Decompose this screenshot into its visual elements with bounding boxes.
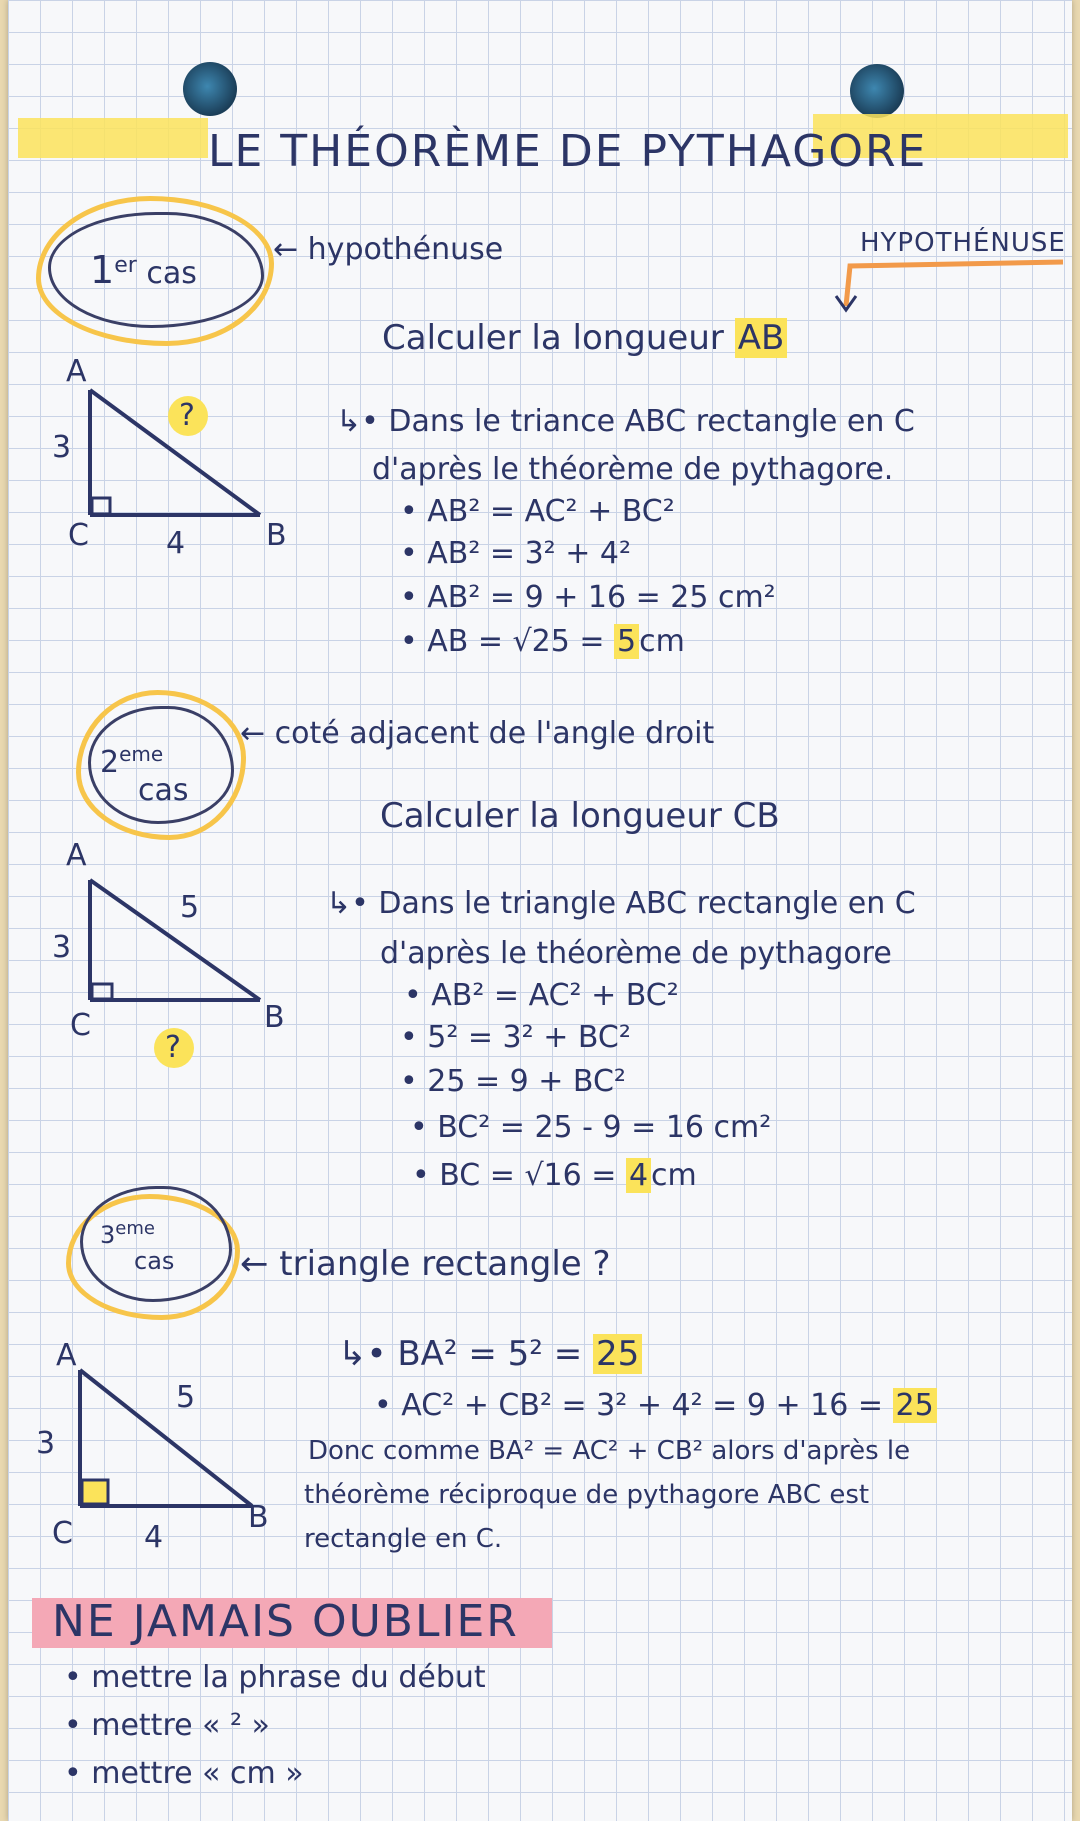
case1-label: 1er cas	[90, 248, 197, 292]
page-title: LE THÉORÈME DE PYTHAGORE	[208, 126, 928, 177]
case1-result: • AB = √25 = 5 cm	[400, 624, 685, 659]
case3-label: 3eme cas	[100, 1218, 175, 1275]
case2-intro2: d'après le théorème de pythagore	[380, 936, 892, 971]
case1-intro1: ↳• Dans le triance ABC rectangle en C	[336, 404, 915, 439]
case1-note: ← hypothénuse	[273, 232, 504, 267]
case2-unknown: ?	[165, 1030, 181, 1065]
case1-vertex-c: C	[68, 518, 89, 553]
case3-side-cb: 4	[144, 1520, 164, 1555]
case2-result: • BC = √16 = 4 cm	[412, 1158, 697, 1193]
case3-note: ← triangle rectangle ?	[240, 1244, 611, 1284]
case2-side-ac: 3	[52, 930, 72, 965]
case3-conclusion3: rectangle en C.	[304, 1524, 503, 1554]
title-highlight-left	[18, 118, 208, 158]
case2-heading: Calculer la longueur CB	[380, 796, 780, 836]
case2-label: 2eme cas	[100, 742, 189, 808]
case2-step4: • BC² = 25 - 9 = 16 cm²	[410, 1110, 772, 1145]
case1-step3: • AB² = 9 + 16 = 25 cm²	[400, 580, 776, 615]
reminder-title: NE JAMAIS OUBLIER	[52, 1596, 519, 1647]
case2-side-ab: 5	[180, 890, 200, 925]
case3-side-ac: 3	[36, 1426, 56, 1461]
case1-unknown: ?	[179, 398, 195, 433]
case2-intro1: ↳• Dans le triangle ABC rectangle en C	[326, 886, 916, 921]
case2-step3: • 25 = 9 + BC²	[400, 1064, 626, 1099]
case2-step2: • 5² = 3² + BC²	[400, 1020, 631, 1055]
case2-step1: • AB² = AC² + BC²	[404, 978, 679, 1013]
punch-hole-left	[183, 62, 237, 116]
case3-line2: • AC² + CB² = 3² + 4² = 9 + 16 = 25	[374, 1388, 937, 1423]
case1-vertex-b: B	[266, 518, 287, 553]
case2-vertex-a: A	[66, 838, 87, 873]
case3-conclusion2: théorème réciproque de pythagore ABC est	[304, 1480, 870, 1510]
case3-vertex-a: A	[56, 1338, 77, 1373]
punch-hole-right	[850, 64, 904, 118]
case1-side-cb: 4	[166, 526, 186, 561]
case3-vertex-b: B	[248, 1500, 269, 1535]
case1-intro2: d'après le théorème de pythagore.	[372, 452, 894, 487]
case3-side-ab: 5	[176, 1380, 196, 1415]
case3-line1: ↳• BA² = 5² = 25	[338, 1334, 642, 1374]
hypotenuse-tag: HYPOTHÉNUSE	[860, 228, 1066, 258]
case1-step1: • AB² = AC² + BC²	[400, 494, 675, 529]
notebook-page	[8, 0, 1072, 1821]
case1-vertex-a: A	[66, 354, 87, 389]
case1-step2: • AB² = 3² + 4²	[400, 536, 632, 571]
hypotenuse-arrow	[828, 256, 1068, 316]
reminder-item-3: • mettre « cm »	[64, 1756, 304, 1791]
case1-triangle	[60, 350, 290, 540]
case2-vertex-b: B	[264, 1000, 285, 1035]
case2-vertex-c: C	[70, 1008, 91, 1043]
case1-heading: Calculer la longueur AB	[382, 318, 787, 358]
case2-triangle	[60, 840, 290, 1030]
case3-conclusion1: Donc comme BA² = AC² + CB² alors d'après le	[308, 1436, 911, 1466]
case3-vertex-c: C	[52, 1516, 73, 1551]
case2-note: ← coté adjacent de l'angle droit	[240, 716, 715, 751]
reminder-item-2: • mettre « ² »	[64, 1708, 270, 1743]
case1-side-ac: 3	[52, 430, 72, 465]
reminder-item-1: • mettre la phrase du début	[64, 1660, 486, 1695]
